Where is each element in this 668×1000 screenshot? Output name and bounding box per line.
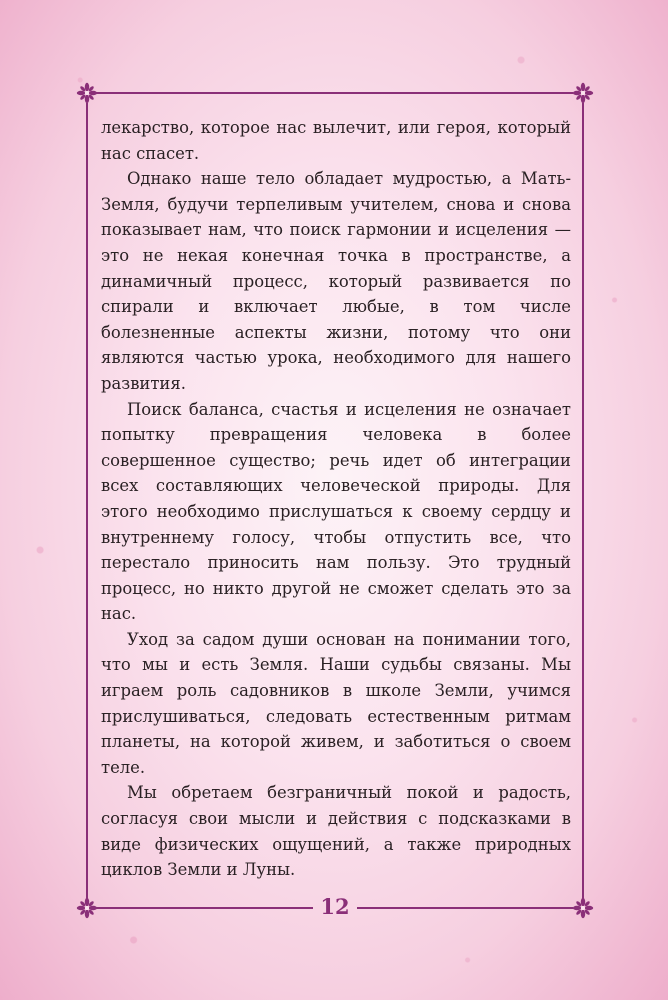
paragraph: Мы обретаем безграничный покой и радость, согласуя свои мысли и действия с подсказками в виде физических ощущений, а также природных циклов Земли и Луны.	[101, 783, 571, 880]
body-text	[101, 115, 571, 883]
frame-right-line	[582, 103, 584, 899]
frame-bottom-left-line	[95, 907, 313, 909]
page-number: 12	[320, 894, 350, 919]
flower-ornament-icon	[76, 897, 98, 919]
paragraph: Уход за садом души основан на понимании того, что мы и есть Земля. Наши судьбы связаны. Мы играем роль садовников в школе Земли, учимся прислушиваться, следовать естественным ритмам планеты, на которой живем, и заботиться о своем теле.	[101, 629, 571, 777]
frame-left-line	[86, 103, 88, 899]
paragraph: Поиск баланса, счастья и исцеления не означает попытку превращения человека в более совершенное существо; речь идет об интеграции всех составляющих человеческой природы. Для этого необходимо прислушаться к своему сердцу и внутреннему голосу, чтобы отпустить все, что перестало приносить нам пользу. Это трудный процесс, но никто другой не сможет сделать это за нас.	[101, 399, 571, 624]
paragraph: Однако наше тело обладает мудростью, а Мать-Земля, будучи терпеливым учителем, снова и снова показывает нам, что поиск гармонии и исцеления — это не некая конечная точка в пространстве, а динамичный процесс, который развивается по спирали и включает любые, в том числе болезненные аспекты жизни, потому что они являются частью урока, необходимого для нашего развития.	[101, 169, 571, 393]
flower-ornament-icon	[572, 897, 594, 919]
flower-ornament-icon	[572, 82, 594, 104]
frame-bottom-right-line	[357, 907, 573, 909]
flower-ornament-icon	[76, 82, 98, 104]
paragraph: лекарство, которое нас вылечит, или героя, который нас спасет.	[101, 118, 571, 163]
frame-top-line	[95, 92, 573, 94]
